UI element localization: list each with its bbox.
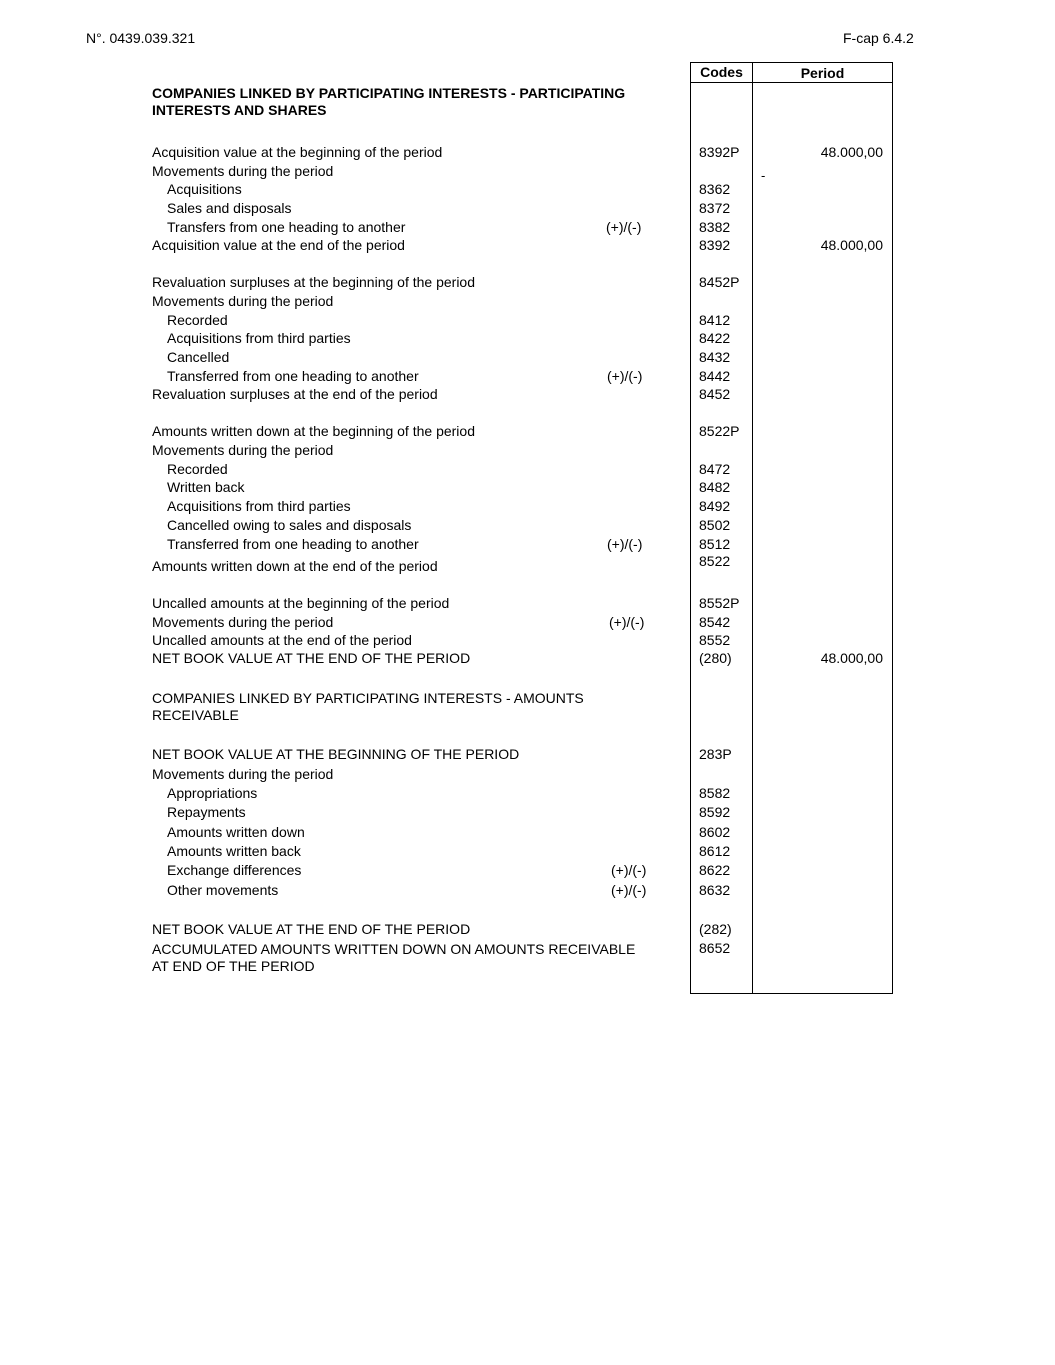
section-title-line: INTERESTS AND SHARES (152, 102, 327, 118)
row-label: Cancelled (167, 349, 230, 365)
row-label: Movements during the period (152, 442, 334, 458)
table-row (0, 746, 1055, 764)
row-code: 8552P (699, 595, 740, 611)
table-row (0, 595, 1055, 613)
row-code: 8522 (699, 553, 731, 569)
row-label: Movements during the period (152, 293, 334, 309)
row-code: (280) (699, 650, 732, 666)
row-code: 8622 (699, 862, 731, 878)
row-label-line: ACCUMULATED AMOUNTS WRITTEN DOWN ON AMOUNTS RECEIVABLE (152, 941, 636, 957)
table-row (0, 163, 1055, 181)
row-code: 8502 (699, 517, 731, 533)
row-label: Movements during the period (152, 766, 334, 782)
row-label: Revaluation surpluses at the end of the period (152, 386, 438, 402)
form-reference: F-cap 6.4.2 (843, 30, 914, 46)
row-code: 8492 (699, 498, 731, 514)
row-code: 8592 (699, 804, 731, 820)
row-value: 48.000,00 (820, 237, 883, 253)
table-row (0, 442, 1055, 460)
row-label: Movements during the period (152, 163, 334, 179)
row-label: Written back (167, 479, 245, 495)
row-label: Acquisitions from third parties (167, 330, 351, 346)
row-label: Uncalled amounts at the beginning of the period (152, 595, 450, 611)
period-dash-mark: - (761, 168, 766, 183)
table-row (0, 614, 1055, 632)
table-row (0, 274, 1055, 292)
section-title-participating-interests (152, 85, 625, 119)
row-label: Amounts written down at the end of the period (152, 558, 438, 574)
table-row (0, 553, 1055, 574)
table-row (0, 181, 1055, 199)
table-row (0, 312, 1055, 330)
row-label: Acquisition value at the end of the period (152, 237, 405, 253)
row-label: NET BOOK VALUE AT THE END OF THE PERIOD (152, 650, 471, 666)
row-code: 8602 (699, 824, 731, 840)
row-code: 8632 (699, 882, 731, 898)
section-title-amounts-receivable (152, 690, 584, 724)
row-label: Transferred from one heading to another (167, 536, 419, 552)
row-code: 8452 (699, 386, 731, 402)
row-code: 283P (699, 746, 732, 762)
table-row (0, 349, 1055, 367)
row-code: 8362 (699, 181, 731, 197)
row-code: 8372 (699, 200, 731, 216)
table-row (0, 368, 1055, 386)
row-label: Amounts written down at the beginning of the period (152, 423, 475, 439)
column-header-divider (690, 82, 893, 83)
table-row (0, 237, 1055, 255)
row-code: 8452P (699, 274, 740, 290)
table-row (0, 843, 1055, 861)
table-row (0, 461, 1055, 479)
row-code: 8432 (699, 349, 731, 365)
row-code: 8582 (699, 785, 731, 801)
row-code: 8422 (699, 330, 731, 346)
row-label: Other movements (167, 882, 279, 898)
row-code: 8542 (699, 614, 731, 630)
row-sign: (+)/(-) (606, 219, 642, 235)
table-row (0, 423, 1055, 441)
row-value: 48.000,00 (820, 144, 883, 160)
row-label: Amounts written back (167, 843, 301, 859)
row-label: NET BOOK VALUE AT THE END OF THE PERIOD (152, 921, 471, 937)
section-title-line: COMPANIES LINKED BY PARTICIPATING INTERESTS - AMOUNTS (152, 690, 584, 706)
row-label: Amounts written down (167, 824, 305, 840)
table-row (0, 219, 1055, 237)
table-row (0, 785, 1055, 803)
row-code: 8552 (699, 632, 731, 648)
row-code: 8412 (699, 312, 731, 328)
table-row (0, 766, 1055, 784)
row-label: Sales and disposals (167, 200, 292, 216)
row-code: 8392P (699, 144, 740, 160)
table-row (0, 200, 1055, 218)
section-title-line: COMPANIES LINKED BY PARTICIPATING INTERESTS - PARTICIPATING (152, 85, 626, 101)
row-label: Cancelled owing to sales and disposals (167, 517, 412, 533)
row-code: 8442 (699, 368, 731, 384)
table-row (0, 632, 1055, 650)
table-row (0, 824, 1055, 842)
row-label: Appropriations (167, 785, 258, 801)
codes-column-header: Codes (700, 64, 743, 80)
row-sign: (+)/(-) (609, 614, 645, 630)
row-label: Acquisitions from third parties (167, 498, 351, 514)
row-sign: (+)/(-) (607, 368, 643, 384)
table-row (0, 479, 1055, 497)
table-row (0, 386, 1055, 404)
row-label: Acquisitions (167, 181, 242, 197)
row-code: 8472 (699, 461, 731, 477)
table-row (0, 940, 1055, 958)
row-label: Acquisition value at the beginning of the period (152, 144, 443, 160)
table-row (0, 882, 1055, 900)
row-code: 8382 (699, 219, 731, 235)
table-row (0, 498, 1055, 516)
period-column-header: Period (800, 65, 845, 81)
row-code: 8522P (699, 423, 740, 439)
row-label: Revaluation surpluses at the beginning of the period (152, 274, 475, 290)
row-label: Repayments (167, 804, 246, 820)
table-row (0, 144, 1055, 162)
section-title-line: RECEIVABLE (152, 707, 239, 723)
table-row (0, 650, 1055, 668)
table-row (0, 804, 1055, 822)
row-label-line: AT END OF THE PERIOD (152, 958, 315, 974)
row-label: Uncalled amounts at the end of the period (152, 632, 412, 648)
row-code: 8512 (699, 536, 731, 552)
row-sign: (+)/(-) (611, 882, 647, 898)
row-label: Transferred from one heading to another (167, 368, 419, 384)
row-code: (282) (699, 921, 732, 937)
row-code: 8482 (699, 479, 731, 495)
row-label: Recorded (167, 461, 228, 477)
row-label: Transfers from one heading to another (167, 219, 406, 235)
row-sign: (+)/(-) (607, 536, 643, 552)
row-sign: (+)/(-) (611, 862, 647, 878)
row-code: 8652 (699, 940, 731, 956)
table-row (0, 517, 1055, 535)
row-label: Exchange differences (167, 862, 302, 878)
table-row (0, 921, 1055, 939)
table-row (0, 330, 1055, 348)
table-row (0, 293, 1055, 311)
row-label: Movements during the period (152, 614, 334, 630)
company-number: N°. 0439.039.321 (86, 30, 196, 46)
row-label: NET BOOK VALUE AT THE BEGINNING OF THE PERIOD (152, 746, 520, 762)
table-row (0, 536, 1055, 554)
row-label: Recorded (167, 312, 228, 328)
row-code: 8612 (699, 843, 731, 859)
table-row (0, 862, 1055, 880)
row-code: 8392 (699, 237, 731, 253)
row-value: 48.000,00 (820, 650, 883, 666)
